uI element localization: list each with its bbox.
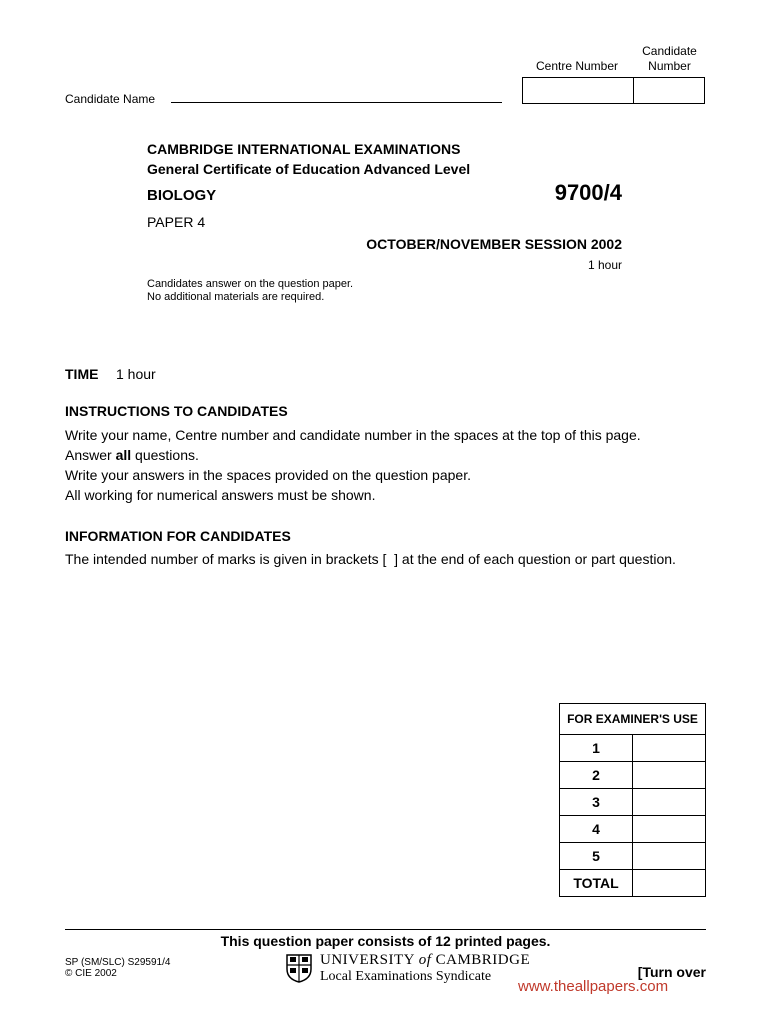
question-number: 4	[560, 816, 633, 843]
candidate-name-label: Candidate Name	[65, 92, 156, 106]
university-crest-icon	[285, 953, 313, 983]
paper-code: 9700/4	[554, 180, 622, 205]
mark-cell	[633, 843, 706, 870]
university-logo-text	[320, 952, 530, 985]
time-label: TIME	[65, 366, 99, 382]
total-cell	[633, 870, 706, 897]
total-label: TOTAL	[560, 870, 633, 897]
mark-cell	[633, 816, 706, 843]
mark-cell	[633, 762, 706, 789]
turn-over-label: [Turn over	[637, 964, 706, 980]
materials-note	[147, 278, 353, 304]
watermark-link[interactable]: www.theallpapers.com	[518, 978, 669, 995]
number-boxes	[522, 77, 705, 104]
examiner-table	[559, 703, 706, 897]
mark-cell	[633, 735, 706, 762]
instruction-line-3: Write your answers in the spaces provided on the question paper.	[65, 467, 471, 483]
instructions-heading: INSTRUCTIONS TO CANDIDATES	[65, 403, 288, 419]
reference-line-1: SP (SM/SLC) S29591/4	[65, 957, 171, 968]
instructions-list	[65, 425, 705, 505]
materials-line-1: Candidates answer on the question paper.	[147, 278, 354, 290]
of-word: of	[418, 952, 432, 968]
paper-reference	[65, 957, 170, 979]
paper-number: PAPER 4	[147, 214, 206, 230]
candidate-name-field[interactable]	[171, 102, 502, 103]
candidate-number-label	[633, 44, 706, 74]
university-name	[320, 952, 530, 969]
instruction-line-1: Write your name, Centre number and candidate number in the spaces at the top of this page.	[65, 427, 641, 443]
time-value: 1 hour	[116, 366, 156, 382]
centre-number-box[interactable]	[523, 78, 634, 103]
session: OCTOBER/NOVEMBER SESSION 2002	[366, 236, 622, 252]
centre-number-label: Centre Number	[535, 59, 619, 73]
candidate-number-label-line2: Number	[648, 59, 691, 73]
examiner-table-heading: FOR EXAMINER'S USE	[560, 704, 706, 735]
cambridge-word: CAMBRIDGE	[435, 952, 531, 968]
information-heading: INFORMATION FOR CANDIDATES	[65, 528, 291, 544]
university-word: UNIVERSITY	[320, 952, 415, 968]
instruction-line-2-bold: all	[115, 447, 132, 463]
mark-cell	[633, 789, 706, 816]
table-row	[560, 735, 706, 762]
candidate-number-label-line1: Candidate	[642, 44, 697, 58]
question-number: 1	[560, 735, 633, 762]
table-row	[560, 762, 706, 789]
copyright-line: © CIE 2002	[65, 968, 117, 979]
exam-board: CAMBRIDGE INTERNATIONAL EXAMINATIONS	[147, 141, 461, 157]
instruction-line-2-post: questions.	[131, 447, 199, 463]
subject-title: BIOLOGY	[147, 187, 217, 204]
syndicate-name: Local Examinations Syndicate	[320, 969, 492, 984]
question-number: 5	[560, 843, 633, 870]
table-row	[560, 816, 706, 843]
instruction-line-2	[65, 445, 705, 465]
certificate-title: General Certificate of Education Advanced Level	[147, 161, 471, 177]
question-number: 2	[560, 762, 633, 789]
table-row	[560, 789, 706, 816]
header-duration: 1 hour	[587, 258, 622, 272]
candidate-number-box[interactable]	[634, 78, 704, 103]
instruction-line-4: All working for numerical answers must be shown.	[65, 487, 376, 503]
question-number: 3	[560, 789, 633, 816]
information-line-1: The intended number of marks is given in brackets [ ] at the end of each question or part question.	[65, 551, 676, 567]
table-row	[560, 870, 706, 897]
pages-note: This question paper consists of 12 printed pages.	[220, 933, 551, 949]
materials-line-2: No additional materials are required.	[147, 291, 325, 303]
instruction-line-2-pre: Answer	[65, 447, 116, 463]
footer-rule	[65, 929, 706, 930]
table-row	[560, 843, 706, 870]
